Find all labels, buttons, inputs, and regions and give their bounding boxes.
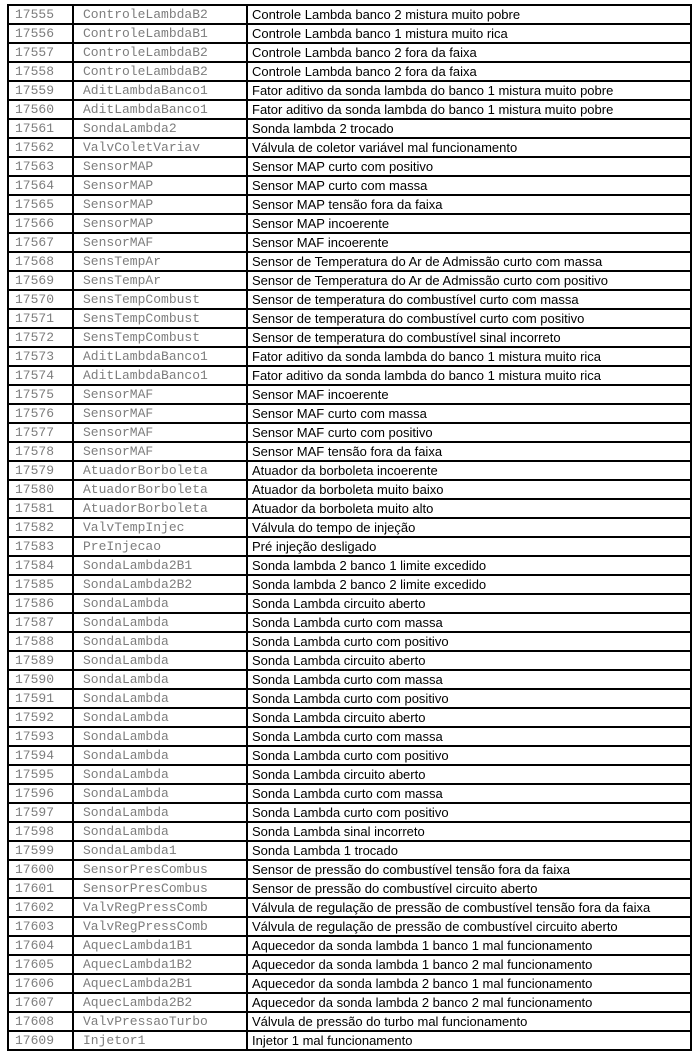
dtc-name-cell: SondaLambda2B2 [73, 575, 247, 594]
table-row [8, 803, 691, 822]
dtc-table [7, 4, 692, 1051]
dtc-description-cell: Aquecedor da sonda lambda 2 banco 2 mal funcionamento [247, 993, 691, 1012]
dtc-description-cell: Injetor 1 mal funcionamento [247, 1031, 691, 1050]
dtc-name-cell: AtuadorBorboleta [73, 461, 247, 480]
table-row [8, 746, 691, 765]
table-row [8, 1031, 691, 1050]
table-row [8, 879, 691, 898]
dtc-code-cell: 17601 [8, 879, 73, 898]
dtc-name-cell: ControleLambdaB2 [73, 62, 247, 81]
dtc-description-cell: Sensor MAF tensão fora da faixa [247, 442, 691, 461]
dtc-name-cell: ValvTempInjec [73, 518, 247, 537]
table-row [8, 271, 691, 290]
dtc-code-cell: 17592 [8, 708, 73, 727]
dtc-description-cell: Sensor de temperatura do combustível curto com positivo [247, 309, 691, 328]
dtc-description-cell: Atuador da borboleta incoerente [247, 461, 691, 480]
dtc-description-cell: Controle Lambda banco 2 fora da faixa [247, 43, 691, 62]
table-row [8, 556, 691, 575]
table-row [8, 936, 691, 955]
dtc-name-cell: ValvRegPressComb [73, 917, 247, 936]
dtc-code-cell: 17567 [8, 233, 73, 252]
dtc-code-cell: 17581 [8, 499, 73, 518]
dtc-code-cell: 17600 [8, 860, 73, 879]
dtc-name-cell: SondaLambda2B1 [73, 556, 247, 575]
table-row [8, 594, 691, 613]
dtc-description-cell: Sonda Lambda curto com positivo [247, 803, 691, 822]
dtc-description-cell: Sonda Lambda curto com massa [247, 784, 691, 803]
dtc-description-cell: Sensor de Temperatura do Ar de Admissão curto com massa [247, 252, 691, 271]
table-row [8, 518, 691, 537]
dtc-code-cell: 17603 [8, 917, 73, 936]
table-row [8, 233, 691, 252]
dtc-name-cell: AditLambdaBanco1 [73, 81, 247, 100]
dtc-code-cell: 17580 [8, 480, 73, 499]
dtc-description-cell: Sonda Lambda curto com positivo [247, 689, 691, 708]
table-row [8, 138, 691, 157]
dtc-code-cell: 17590 [8, 670, 73, 689]
dtc-name-cell: ControleLambdaB2 [73, 43, 247, 62]
table-row [8, 575, 691, 594]
dtc-code-cell: 17565 [8, 195, 73, 214]
dtc-name-cell: ControleLambdaB1 [73, 24, 247, 43]
dtc-name-cell: AditLambdaBanco1 [73, 366, 247, 385]
dtc-code-cell: 17602 [8, 898, 73, 917]
dtc-description-cell: Sonda Lambda sinal incorreto [247, 822, 691, 841]
table-row [8, 974, 691, 993]
dtc-code-cell: 17608 [8, 1012, 73, 1031]
dtc-name-cell: SondaLambda1 [73, 841, 247, 860]
dtc-name-cell: SensorMAF [73, 442, 247, 461]
table-row [8, 784, 691, 803]
dtc-name-cell: SondaLambda [73, 708, 247, 727]
dtc-code-cell: 17559 [8, 81, 73, 100]
dtc-name-cell: SondaLambda [73, 765, 247, 784]
dtc-code-cell: 17606 [8, 974, 73, 993]
dtc-name-cell: SensTempCombust [73, 309, 247, 328]
dtc-name-cell: SensorPresCombus [73, 860, 247, 879]
table-row [8, 708, 691, 727]
table-row [8, 157, 691, 176]
dtc-code-cell: 17583 [8, 537, 73, 556]
dtc-name-cell: SondaLambda [73, 613, 247, 632]
dtc-name-cell: SondaLambda [73, 594, 247, 613]
table-row [8, 385, 691, 404]
dtc-name-cell: SensorMAF [73, 404, 247, 423]
dtc-code-cell: 17598 [8, 822, 73, 841]
dtc-name-cell: AquecLambda2B2 [73, 993, 247, 1012]
table-row [8, 632, 691, 651]
dtc-description-cell: Controle Lambda banco 2 mistura muito pobre [247, 5, 691, 24]
dtc-description-cell: Sensor de pressão do combustível tensão fora da faixa [247, 860, 691, 879]
table-row [8, 898, 691, 917]
dtc-code-cell: 17556 [8, 24, 73, 43]
dtc-description-cell: Aquecedor da sonda lambda 2 banco 1 mal funcionamento [247, 974, 691, 993]
dtc-description-cell: Sensor MAP curto com massa [247, 176, 691, 195]
dtc-description-cell: Sonda Lambda circuito aberto [247, 594, 691, 613]
dtc-description-cell: Sensor MAP tensão fora da faixa [247, 195, 691, 214]
table-row [8, 1012, 691, 1031]
dtc-description-cell: Sonda Lambda curto com positivo [247, 746, 691, 765]
dtc-name-cell: SondaLambda [73, 689, 247, 708]
dtc-code-cell: 17569 [8, 271, 73, 290]
dtc-name-cell: SensorMAF [73, 423, 247, 442]
table-row [8, 955, 691, 974]
table-row [8, 537, 691, 556]
table-row [8, 651, 691, 670]
dtc-description-cell: Sensor MAP curto com positivo [247, 157, 691, 176]
table-row [8, 442, 691, 461]
dtc-description-cell: Sonda Lambda circuito aberto [247, 651, 691, 670]
dtc-description-cell: Atuador da borboleta muito alto [247, 499, 691, 518]
table-row [8, 499, 691, 518]
dtc-code-cell: 17588 [8, 632, 73, 651]
table-row [8, 252, 691, 271]
dtc-name-cell: SondaLambda [73, 784, 247, 803]
dtc-description-cell: Pré injeção desligado [247, 537, 691, 556]
dtc-code-cell: 17576 [8, 404, 73, 423]
dtc-name-cell: AditLambdaBanco1 [73, 347, 247, 366]
table-row [8, 81, 691, 100]
table-row [8, 214, 691, 233]
table-row [8, 860, 691, 879]
dtc-name-cell: SensorMAF [73, 385, 247, 404]
table-row [8, 461, 691, 480]
dtc-code-cell: 17575 [8, 385, 73, 404]
dtc-description-cell: Válvula de coletor variável mal funcionamento [247, 138, 691, 157]
dtc-code-cell: 17568 [8, 252, 73, 271]
table-row [8, 917, 691, 936]
table-row [8, 62, 691, 81]
dtc-name-cell: SondaLambda2 [73, 119, 247, 138]
dtc-description-cell: Aquecedor da sonda lambda 1 banco 1 mal funcionamento [247, 936, 691, 955]
dtc-description-cell: Fator aditivo da sonda lambda do banco 1 mistura muito rica [247, 366, 691, 385]
dtc-description-cell: Controle Lambda banco 1 mistura muito rica [247, 24, 691, 43]
dtc-name-cell: AditLambdaBanco1 [73, 100, 247, 119]
dtc-name-cell: SondaLambda [73, 822, 247, 841]
dtc-name-cell: SensTempAr [73, 252, 247, 271]
dtc-name-cell: PreInjecao [73, 537, 247, 556]
dtc-description-cell: Atuador da borboleta muito baixo [247, 480, 691, 499]
dtc-code-cell: 17585 [8, 575, 73, 594]
dtc-description-cell: Sonda lambda 2 banco 1 limite excedido [247, 556, 691, 575]
dtc-name-cell: SensorMAP [73, 214, 247, 233]
dtc-code-cell: 17558 [8, 62, 73, 81]
dtc-description-cell: Válvula do tempo de injeção [247, 518, 691, 537]
dtc-name-cell: ValvColetVariav [73, 138, 247, 157]
dtc-name-cell: Injetor1 [73, 1031, 247, 1050]
table-row [8, 993, 691, 1012]
dtc-name-cell: AquecLambda1B1 [73, 936, 247, 955]
dtc-description-cell: Fator aditivo da sonda lambda do banco 1 mistura muito rica [247, 347, 691, 366]
dtc-name-cell: SondaLambda [73, 651, 247, 670]
dtc-description-cell: Sensor de temperatura do combustível sinal incorreto [247, 328, 691, 347]
dtc-description-cell: Sensor de pressão do combustível circuito aberto [247, 879, 691, 898]
dtc-name-cell: SondaLambda [73, 727, 247, 746]
dtc-description-cell: Sonda Lambda 1 trocado [247, 841, 691, 860]
dtc-code-cell: 17604 [8, 936, 73, 955]
dtc-code-cell: 17564 [8, 176, 73, 195]
dtc-code-cell: 17605 [8, 955, 73, 974]
dtc-name-cell: SensTempCombust [73, 328, 247, 347]
dtc-code-cell: 17578 [8, 442, 73, 461]
dtc-code-cell: 17594 [8, 746, 73, 765]
dtc-description-cell: Sensor MAF curto com massa [247, 404, 691, 423]
dtc-name-cell: SondaLambda [73, 803, 247, 822]
table-row [8, 290, 691, 309]
dtc-description-cell: Sonda lambda 2 banco 2 limite excedido [247, 575, 691, 594]
dtc-description-cell: Fator aditivo da sonda lambda do banco 1 mistura muito pobre [247, 81, 691, 100]
dtc-name-cell: AtuadorBorboleta [73, 480, 247, 499]
dtc-code-cell: 17574 [8, 366, 73, 385]
dtc-description-cell: Sonda Lambda curto com massa [247, 727, 691, 746]
table-row [8, 328, 691, 347]
table-row [8, 5, 691, 24]
dtc-code-cell: 17595 [8, 765, 73, 784]
table-row [8, 841, 691, 860]
dtc-description-cell: Sonda Lambda curto com massa [247, 613, 691, 632]
table-row [8, 176, 691, 195]
dtc-description-cell: Sonda Lambda circuito aberto [247, 765, 691, 784]
dtc-name-cell: SensorMAF [73, 233, 247, 252]
dtc-name-cell: SondaLambda [73, 632, 247, 651]
dtc-code-cell: 17584 [8, 556, 73, 575]
table-row [8, 309, 691, 328]
dtc-description-cell: Válvula de regulação de pressão de combustível tensão fora da faixa [247, 898, 691, 917]
table-row [8, 480, 691, 499]
dtc-description-cell: Sensor MAP incoerente [247, 214, 691, 233]
table-row [8, 670, 691, 689]
dtc-code-cell: 17555 [8, 5, 73, 24]
dtc-code-cell: 17570 [8, 290, 73, 309]
table-row [8, 765, 691, 784]
dtc-name-cell: SensorMAP [73, 157, 247, 176]
dtc-name-cell: SensTempAr [73, 271, 247, 290]
table-row [8, 404, 691, 423]
dtc-code-cell: 17560 [8, 100, 73, 119]
dtc-code-cell: 17609 [8, 1031, 73, 1050]
dtc-name-cell: SensorMAP [73, 195, 247, 214]
dtc-description-cell: Sensor de Temperatura do Ar de Admissão curto com positivo [247, 271, 691, 290]
dtc-code-cell: 17596 [8, 784, 73, 803]
dtc-name-cell: ValvRegPressComb [73, 898, 247, 917]
dtc-description-cell: Sonda Lambda curto com positivo [247, 632, 691, 651]
dtc-description-cell: Sonda Lambda circuito aberto [247, 708, 691, 727]
dtc-code-cell: 17607 [8, 993, 73, 1012]
dtc-description-cell: Sensor MAF incoerente [247, 385, 691, 404]
dtc-description-cell: Controle Lambda banco 2 fora da faixa [247, 62, 691, 81]
dtc-description-cell: Válvula de pressão do turbo mal funcionamento [247, 1012, 691, 1031]
table-row [8, 822, 691, 841]
table-row [8, 689, 691, 708]
dtc-name-cell: ValvPressaoTurbo [73, 1012, 247, 1031]
dtc-code-cell: 17573 [8, 347, 73, 366]
dtc-description-cell: Sonda Lambda curto com massa [247, 670, 691, 689]
table-row [8, 366, 691, 385]
table-row [8, 727, 691, 746]
dtc-name-cell: SondaLambda [73, 670, 247, 689]
dtc-code-cell: 17579 [8, 461, 73, 480]
table-row [8, 423, 691, 442]
dtc-name-cell: SondaLambda [73, 746, 247, 765]
dtc-code-cell: 17572 [8, 328, 73, 347]
dtc-code-cell: 17599 [8, 841, 73, 860]
table-row [8, 195, 691, 214]
dtc-code-cell: 17591 [8, 689, 73, 708]
dtc-code-cell: 17563 [8, 157, 73, 176]
table-row [8, 43, 691, 62]
dtc-name-cell: AquecLambda1B2 [73, 955, 247, 974]
table-row [8, 119, 691, 138]
dtc-description-cell: Sensor MAF incoerente [247, 233, 691, 252]
dtc-description-cell: Sonda lambda 2 trocado [247, 119, 691, 138]
dtc-name-cell: ControleLambdaB2 [73, 5, 247, 24]
dtc-code-cell: 17586 [8, 594, 73, 613]
dtc-name-cell: SensorPresCombus [73, 879, 247, 898]
dtc-name-cell: SensTempCombust [73, 290, 247, 309]
dtc-code-cell: 17571 [8, 309, 73, 328]
table-row [8, 613, 691, 632]
dtc-code-cell: 17561 [8, 119, 73, 138]
dtc-code-cell: 17582 [8, 518, 73, 537]
dtc-code-cell: 17557 [8, 43, 73, 62]
dtc-description-cell: Sensor de temperatura do combustível curto com massa [247, 290, 691, 309]
dtc-code-cell: 17577 [8, 423, 73, 442]
dtc-description-cell: Válvula de regulação de pressão de combustível circuito aberto [247, 917, 691, 936]
dtc-code-cell: 17593 [8, 727, 73, 746]
dtc-code-cell: 17566 [8, 214, 73, 233]
dtc-description-cell: Fator aditivo da sonda lambda do banco 1 mistura muito pobre [247, 100, 691, 119]
dtc-description-cell: Aquecedor da sonda lambda 1 banco 2 mal funcionamento [247, 955, 691, 974]
dtc-name-cell: AtuadorBorboleta [73, 499, 247, 518]
dtc-code-cell: 17589 [8, 651, 73, 670]
dtc-name-cell: SensorMAP [73, 176, 247, 195]
dtc-name-cell: AquecLambda2B1 [73, 974, 247, 993]
table-row [8, 347, 691, 366]
dtc-code-cell: 17562 [8, 138, 73, 157]
table-row [8, 100, 691, 119]
dtc-description-cell: Sensor MAF curto com positivo [247, 423, 691, 442]
dtc-table-body [8, 5, 691, 1050]
dtc-code-cell: 17597 [8, 803, 73, 822]
dtc-code-cell: 17587 [8, 613, 73, 632]
table-row [8, 24, 691, 43]
